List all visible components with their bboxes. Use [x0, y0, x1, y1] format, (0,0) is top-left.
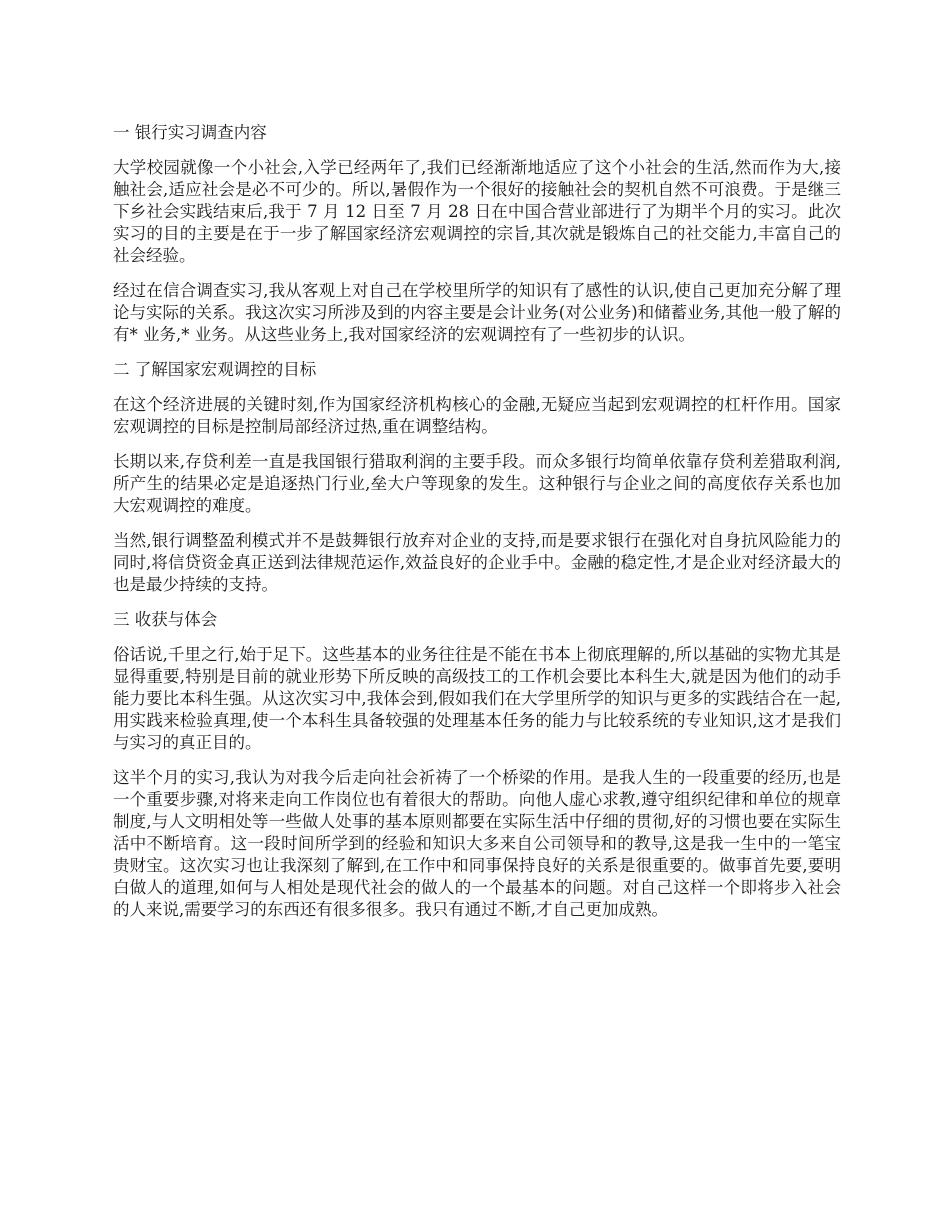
section-internship-investigation: [113, 122, 841, 346]
section-heading: 一 银行实习调查内容: [113, 123, 267, 142]
paragraph: 在这个经济进展的关键时刻,作为国家经济机构核心的金融,无疑应当起到宏观调控的杠杆作用。国家宏观调控的目标是控制局部经济过热,重在调整结构。: [113, 395, 841, 436]
paragraph: 当然,银行调整盈利模式并不是鼓舞银行放弃对企业的支持,而是要求银行在强化对自身抗风险能力的同时,将信贷资金真正送到法律规范运作,效益良好的企业手中。金融的稳定性,才是企业对经济最大的也是最少持续的支持。: [113, 531, 841, 594]
paragraph: 这半个月的实习,我认为对我今后走向社会祈祷了一个桥梁的作用。是我人生的一段重要的经历,也是一个重要步骤,对将来走向工作岗位也有着很大的帮助。向他人虚心求教,遵守组织纪律和单位的规章制度,与人文明相处等一些做人处事的基本原则都要在实际生活中仔细的贯彻,好的习惯也要在实际生活中不断培育。这一段时间所学到的经验和知识大多来自公司领导和的教导,这是我一生中的一笔宝贵财宝。这次实习也让我深刻了解到,在工作中和同事保持良好的关系是很重要的。做事首先要,要明白做人的道理,如何与人相处是现代社会的做人的一个最基本的问题。对自己这样一个即将步入社会的人来说,需要学习的东西还有很多很多。我只有通过不断,才自己更加成熟。: [113, 768, 841, 919]
paragraph: 俗话说,千里之行,始于足下。这些基本的业务往往是不能在书本上彻底理解的,所以基础的实物尤其是显得重要,特别是目前的就业形势下所反映的高级技工的工作机会要比本科生大,就是因为他们的动手能力要比本科生强。从这次实习中,我体会到,假如我们在大学里所学的知识与更多的实践结合在一起,用实践来检验真理,使一个本科生具备较强的处理基本任务的能力与比较系统的专业知识,这才是我们与实习的真正目的。: [113, 645, 841, 752]
paragraph: 长期以来,存贷利差一直是我国银行猎取利润的主要手段。而众多银行均简单依靠存贷利差猎取利润,所产生的结果必定是追逐热门行业,垒大户等现象的发生。这种银行与企业之间的高度依存关系也加大宏观调控的难度。: [113, 452, 841, 515]
paragraph: 经过在信合调查实习,我从客观上对自己在学校里所学的知识有了感性的认识,使自己更加充分解了理论与实际的关系。我这次实习所涉及到的内容主要是会计业务(对公业务)和储蓄业务,其他一般了解的有* 业务,* 业务。从这些业务上,我对国家经济的宏观调控有了一些初步的认识。: [113, 281, 841, 344]
section-macro-control-goals: [113, 359, 841, 596]
section-heading: 二 了解国家宏观调控的目标: [113, 360, 317, 379]
section-gains-and-reflections: [113, 609, 841, 921]
paragraph: 大学校园就像一个小社会,入学已经两年了,我们已经渐渐地适应了这个小社会的生活,然而作为大,接触社会,适应社会是必不可少的。所以,暑假作为一个很好的接触社会的契机自然不可浪费。于是继三下乡社会实践结束后,我于 7 月 12 日至 7 月 28 日在中国合营业部进行了为期半个月的实习。此次实习的目的主要是在于一步了解国家经济宏观调控的宗旨,其次就是锻炼自己的社交能力,丰富自己的社会经验。: [113, 158, 841, 265]
document-page: [113, 122, 841, 934]
section-heading: 三 收获与体会: [113, 610, 218, 629]
